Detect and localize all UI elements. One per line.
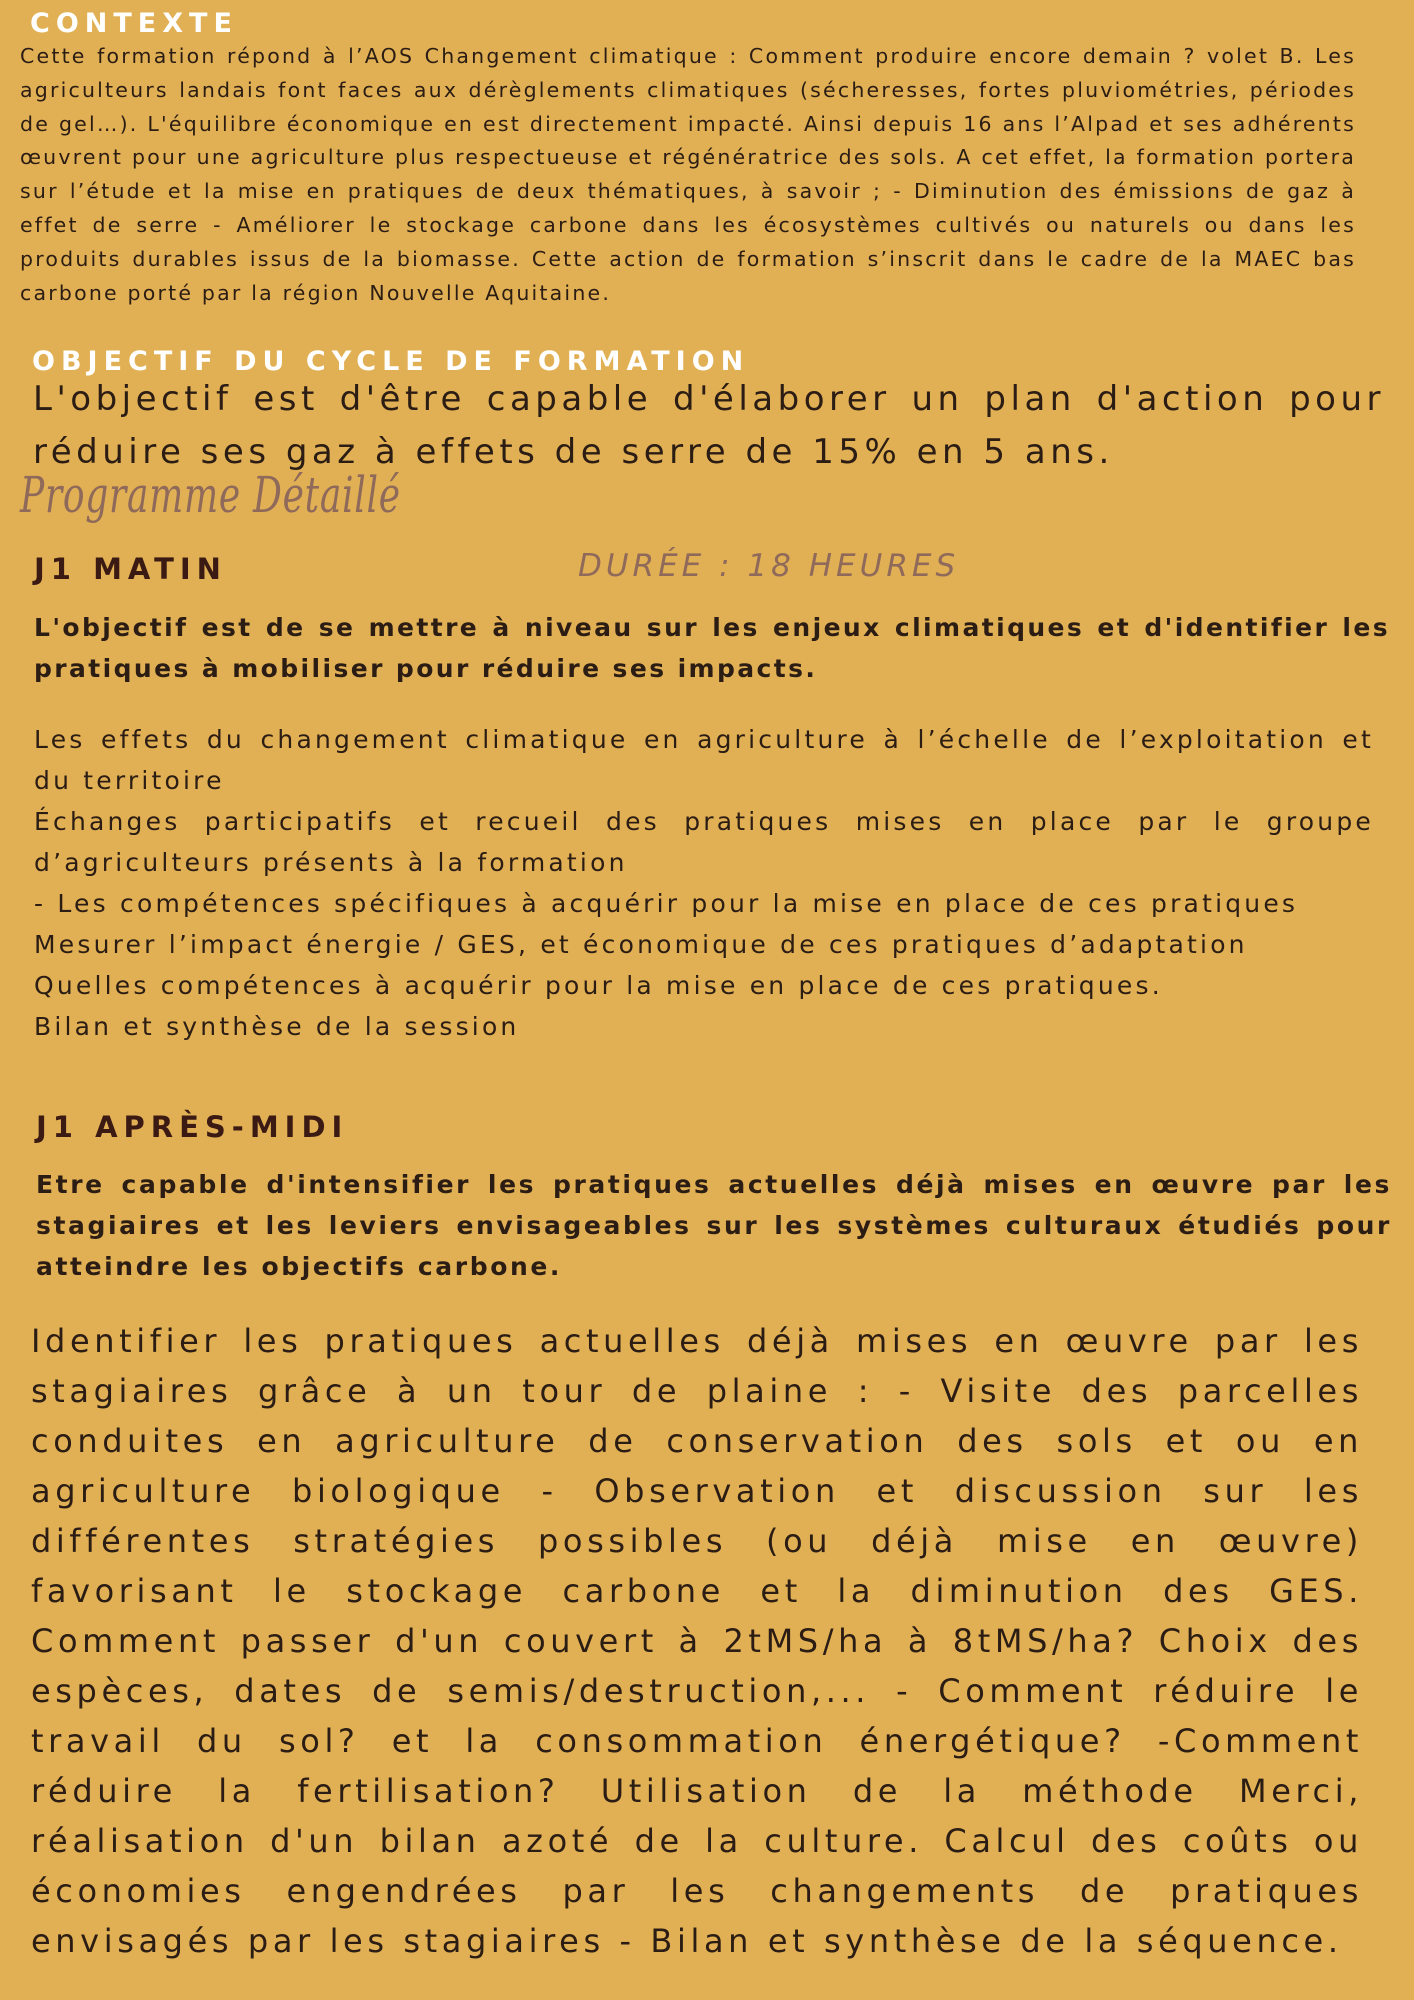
j1-matin-list: [34, 719, 1374, 1047]
list-item: Mesurer l’impact énergie / GES, et économique de ces pratiques d’adaptation: [34, 930, 1248, 959]
programme-title: Programme Détaillé: [20, 466, 401, 524]
list-item: Les effets du changement climatique en agriculture à l’échelle de l’exploitation et du territoire: [34, 725, 1374, 795]
j1-apres-midi-heading: J1 APRÈS-MIDI: [36, 1110, 349, 1144]
contexte-paragraph: Cette formation répond à l’AOS Changement climatique : Comment produire encore demain ? volet B. Les agriculteurs landais font faces aux dérèglements climatiques (sécheresses, fortes pluviométries, périodes de gel…). L'équilibre économique en est directement impacté. Ainsi depuis 16 ans l’Alpad et ses adhérents œuvrent pour une agriculture plus respectueuse et régénératrice des sols. A cet effet, la formation portera sur l’étude et la mise en pratiques de deux thématiques, à savoir ; - Diminution des émissions de gaz à effet de serre - Améliorer le stockage carbone dans les écosystèmes cultivés ou naturels ou dans les produits durables issus de la biomasse. Cette action de formation s’inscrit dans le cadre de la MAEC bas carbone porté par la région Nouvelle Aquitaine.: [20, 44, 1356, 305]
duree-label: DURÉE : 18 HEURES: [578, 548, 960, 584]
list-item: - Les compétences spécifiques à acquérir pour la mise en place de ces pratiques: [34, 889, 1299, 918]
list-item: Échanges participatifs et recueil des pratiques mises en place par le groupe d’agriculteurs présents à la formation: [34, 807, 1374, 877]
j1-matin-objectif: L'objectif est de se mettre à niveau sur les enjeux climatiques et d'identifier les pratiques à mobiliser pour réduire ses impacts.: [34, 613, 1390, 683]
contexte-heading: CONTEXTE: [30, 8, 238, 39]
j1-apres-midi-objectif: Etre capable d'intensifier les pratiques actuelles déjà mises en œuvre par les stagiaires et les leviers envisageables sur les systèmes culturaux étudiés pour atteindre les objectifs carbone.: [36, 1170, 1392, 1281]
j1-matin-heading: J1 MATIN: [34, 552, 227, 586]
list-item: Bilan et synthèse de la session: [34, 1012, 520, 1041]
list-item: Quelles compétences à acquérir pour la mise en place de ces pratiques.: [34, 971, 1163, 1000]
j1-apres-midi-paragraph: Identifier les pratiques actuelles déjà mises en œuvre par les stagiaires grâce à un tour de plaine : - Visite des parcelles conduites en agriculture de conservation des sols et ou en agriculture biologique - Observation et discussion sur les différentes stratégies possibles (ou déjà mise en œuvre) favorisant le stockage carbone et la diminution des GES. Comment passer d'un couvert à 2tMS/ha à 8tMS/ha? Choix des espèces, dates de semis/destruction,... - Comment réduire le travail du sol? et la consommation énergétique? -Comment réduire la fertilisation? Utilisation de la méthode Merci, réalisation d'un bilan azoté de la culture. Calcul des coûts ou économies engendrées par les changements de pratiques envisagés par les stagiaires - Bilan et synthèse de la séquence.: [31, 1322, 1363, 1960]
objectif-heading: OBJECTIF DU CYCLE DE FORMATION: [32, 346, 750, 377]
objectif-paragraph: L'objectif est d'être capable d'élaborer un plan d'action pour réduire ses gaz à effets de serre de 15% en 5 ans.: [33, 379, 1385, 472]
